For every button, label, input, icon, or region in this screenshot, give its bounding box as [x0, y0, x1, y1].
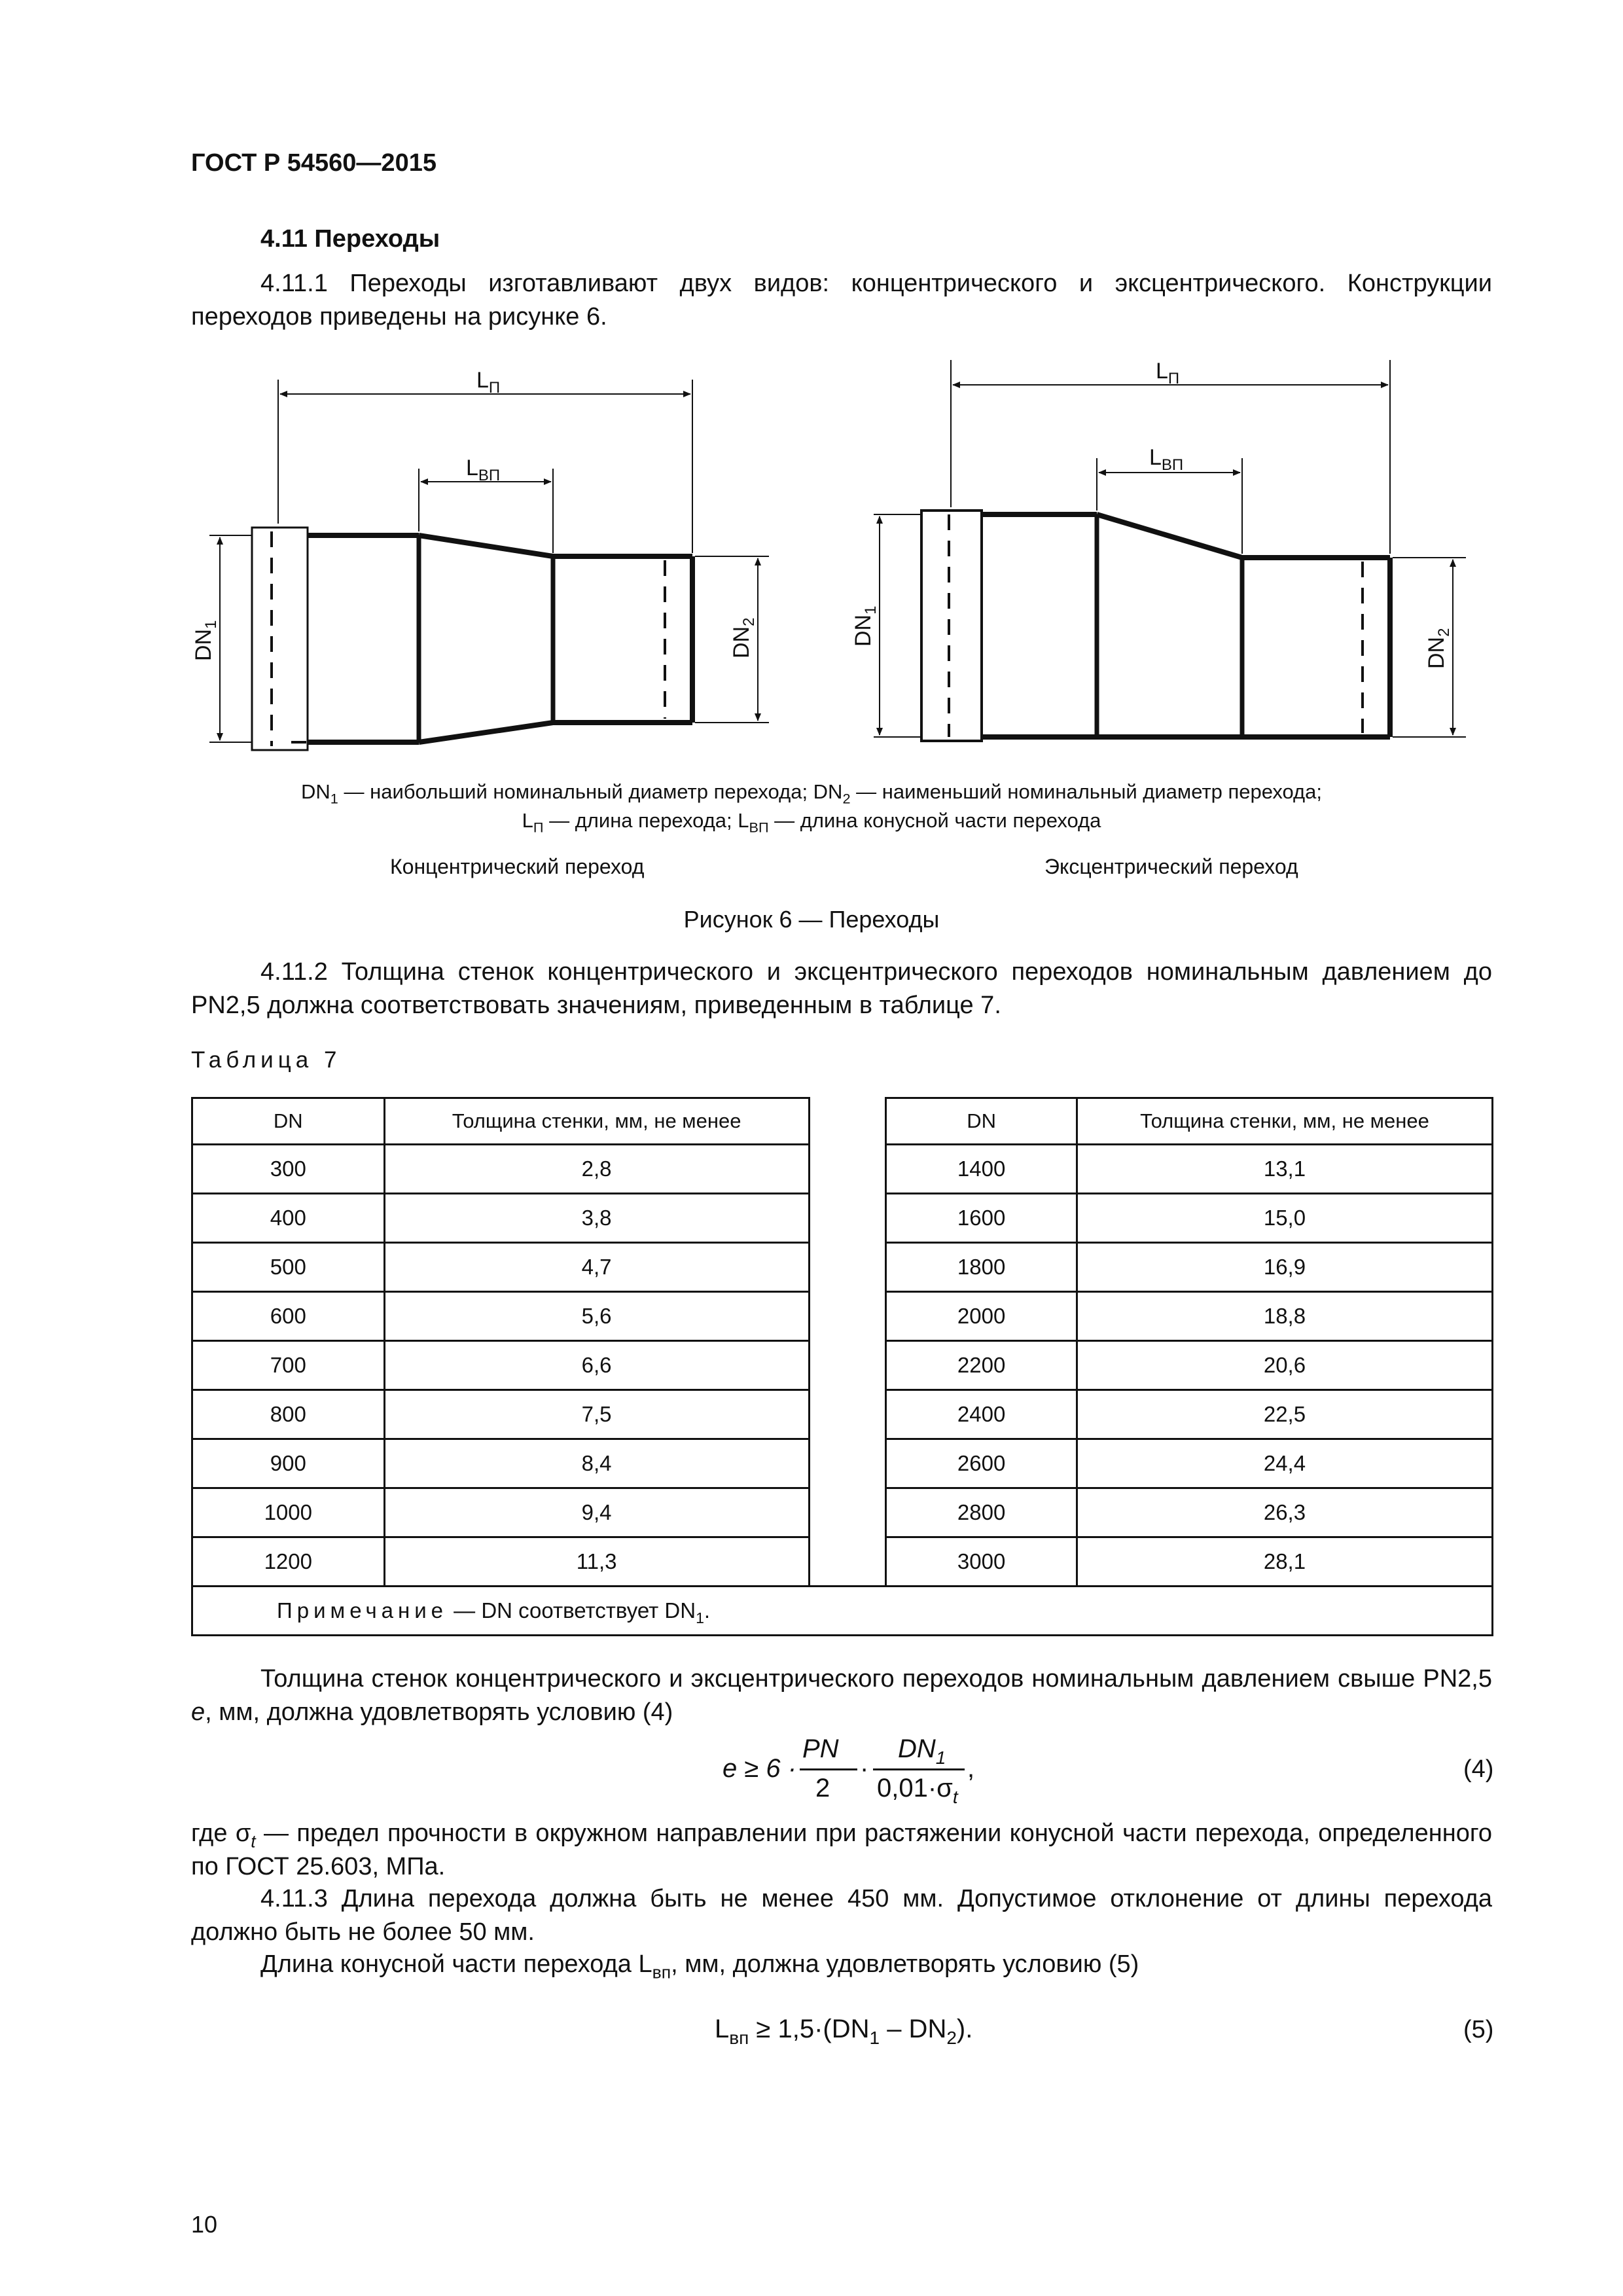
formula-5 — [0, 2015, 1623, 2060]
header-thickness-right: Толщина стенки, мм, не менее — [1077, 1098, 1492, 1145]
cell-dn: 2600 — [886, 1439, 1077, 1488]
cell-thickness: 5,6 — [384, 1292, 809, 1341]
table-header-row — [192, 1098, 1493, 1145]
cell-dn: 2000 — [886, 1292, 1077, 1341]
paragraph-4-11-1: 4.11.1 Переходы изготавливают двух видов: концентрического и эксцентрического. Конструкции переходов приведены на рисунке 6. — [191, 270, 1492, 331]
cell-thickness: 28,1 — [1077, 1537, 1492, 1587]
paragraph-where-sigma: где $\sigma_t$ — предел прочности в окружном направлении при растяжении конусной части перехода, определенного по ГОСТ 25.603, МПа. — [191, 1820, 1492, 1880]
document-code: ГОСТ Р 54560—2015 — [191, 149, 437, 177]
table-gap — [809, 1194, 886, 1243]
concentric-transition-drawing — [209, 380, 769, 750]
cell-dn: 3000 — [886, 1537, 1077, 1587]
eccentric-lp-label: $L_П$ — [1156, 359, 1180, 387]
header-thickness-left: Толщина стенки, мм, не менее — [384, 1098, 809, 1145]
table-row — [192, 1243, 1493, 1292]
cell-thickness: 6,6 — [384, 1341, 809, 1390]
cell-thickness: 13,1 — [1077, 1145, 1492, 1194]
figure-legend-line-2: $L_П$ — длина перехода; $L_{ВП}$ — длина конусной части перехода — [522, 809, 1101, 836]
cell-dn: 800 — [192, 1390, 385, 1439]
formula-4-lhs: e ≥ 6 · — [722, 1754, 797, 1783]
formula-5-body: $L_{вп} \ge 1,5\cdot(DN_1 - DN_2)$. — [715, 2015, 973, 2048]
formula-4-fraction-bar-1 — [800, 1768, 857, 1770]
cell-dn: 1800 — [886, 1243, 1077, 1292]
table-row — [192, 1145, 1493, 1194]
eccentric-caption: Эксцентрический переход — [1044, 855, 1298, 878]
table-gap — [809, 1341, 886, 1390]
cell-thickness: 3,8 — [384, 1194, 809, 1243]
cell-dn: 700 — [192, 1341, 385, 1390]
paragraph-4-11-2: 4.11.2 Толщина стенок концентрического и эксцентрического переходов номинальным давлением до PN2,5 должна соответствовать значениям, приведенным в таблице 7. — [191, 958, 1492, 1019]
table-row — [192, 1390, 1493, 1439]
table-note: Примечание — DN соответствует $DN_1$. — [192, 1587, 1493, 1636]
paragraph-4-11-3: 4.11.3 Длина перехода должна быть не менее 450 мм. Допустимое отклонение от длины перехода должно быть не более 50 мм. — [191, 1885, 1492, 1946]
cell-dn: 1200 — [192, 1537, 385, 1587]
cell-thickness: 15,0 — [1077, 1194, 1492, 1243]
table-row — [192, 1537, 1493, 1587]
formula-4 — [0, 1728, 1623, 1813]
cell-thickness: 24,4 — [1077, 1439, 1492, 1488]
cell-dn: 900 — [192, 1439, 385, 1488]
concentric-caption: Концентрический переход — [390, 855, 645, 878]
cell-thickness: 8,4 — [384, 1439, 809, 1488]
table-gap — [809, 1243, 886, 1292]
formula-4-den2: $0,01\cdot\sigma_t$ — [877, 1774, 958, 1807]
concentric-lp-label: $L_П$ — [476, 368, 501, 397]
eccentric-dn2-label: $DN_2$ — [1424, 628, 1453, 669]
table-gap — [809, 1439, 886, 1488]
cell-thickness: 22,5 — [1077, 1390, 1492, 1439]
table-gap — [809, 1145, 886, 1194]
cell-thickness: 20,6 — [1077, 1341, 1492, 1390]
cell-dn: 2400 — [886, 1390, 1077, 1439]
cell-dn: 1000 — [192, 1488, 385, 1537]
cell-thickness: 2,8 — [384, 1145, 809, 1194]
figure-legend-line-1: $DN_1$ — наибольший номинальный диаметр перехода; $DN_2$ — наименьший номинальный диаметр перехода; — [301, 780, 1322, 807]
cell-dn: 500 — [192, 1243, 385, 1292]
formula-4-number: (4) — [1463, 1755, 1494, 1783]
formula-4-fraction-bar-2 — [873, 1768, 965, 1770]
formula-5-number: (5) — [1463, 2016, 1494, 2043]
concentric-dn2-label: $DN_2$ — [729, 617, 758, 658]
cell-thickness: 26,3 — [1077, 1488, 1492, 1537]
table-row — [192, 1488, 1493, 1537]
cell-thickness: 7,5 — [384, 1390, 809, 1439]
paragraph-lvp: Длина конусной части перехода $L_{вп}$, мм, должна удовлетворять условию (5) — [260, 1950, 1139, 1982]
eccentric-dn1-label: $DN_1$ — [851, 605, 880, 647]
table-gap — [809, 1292, 886, 1341]
cell-thickness: 16,9 — [1077, 1243, 1492, 1292]
header-dn-right: DN — [886, 1098, 1077, 1145]
section-title: 4.11 Переходы — [260, 225, 440, 253]
table-label: Таблица 7 — [191, 1047, 342, 1073]
formula-4-dot: · — [860, 1754, 869, 1783]
concentric-lvp-label: $L_{ВП}$ — [466, 456, 501, 484]
header-dn-left: DN — [192, 1098, 385, 1145]
cell-thickness: 9,4 — [384, 1488, 809, 1537]
cell-dn: 1400 — [886, 1145, 1077, 1194]
table-row — [192, 1341, 1493, 1390]
eccentric-lvp-label: $L_{ВП}$ — [1149, 445, 1184, 474]
cell-dn: 600 — [192, 1292, 385, 1341]
cell-dn: 400 — [192, 1194, 385, 1243]
cell-dn: 300 — [192, 1145, 385, 1194]
cell-thickness: 11,3 — [384, 1537, 809, 1587]
formula-4-num1: PN — [802, 1734, 839, 1763]
formula-4-comma: , — [967, 1754, 975, 1783]
table-row — [192, 1194, 1493, 1243]
table-gap — [809, 1098, 886, 1145]
table-7 — [191, 1097, 1493, 1636]
figure-transitions — [0, 0, 1623, 851]
eccentric-transition-drawing — [874, 360, 1466, 741]
figure-title: Рисунок 6 — Переходы — [683, 906, 940, 933]
table-gap — [809, 1488, 886, 1537]
table-gap — [809, 1390, 886, 1439]
formula-4-num2: $DN_1$ — [898, 1734, 946, 1768]
table-gap — [809, 1537, 886, 1587]
cell-thickness: 4,7 — [384, 1243, 809, 1292]
paragraph-above-pn: Толщина стенок концентрического и эксцентрического переходов номинальным давлением свыше PN2,5 e, мм, должна удовлетворять условию (4) — [191, 1665, 1492, 1726]
table-note-row — [192, 1587, 1493, 1636]
cell-thickness: 18,8 — [1077, 1292, 1492, 1341]
concentric-dn1-label: $DN_1$ — [191, 620, 220, 661]
formula-4-den1: 2 — [815, 1774, 830, 1803]
table-row — [192, 1439, 1493, 1488]
page-number: 10 — [191, 2211, 218, 2238]
cell-dn: 2800 — [886, 1488, 1077, 1537]
table-row — [192, 1292, 1493, 1341]
cell-dn: 1600 — [886, 1194, 1077, 1243]
cell-dn: 2200 — [886, 1341, 1077, 1390]
